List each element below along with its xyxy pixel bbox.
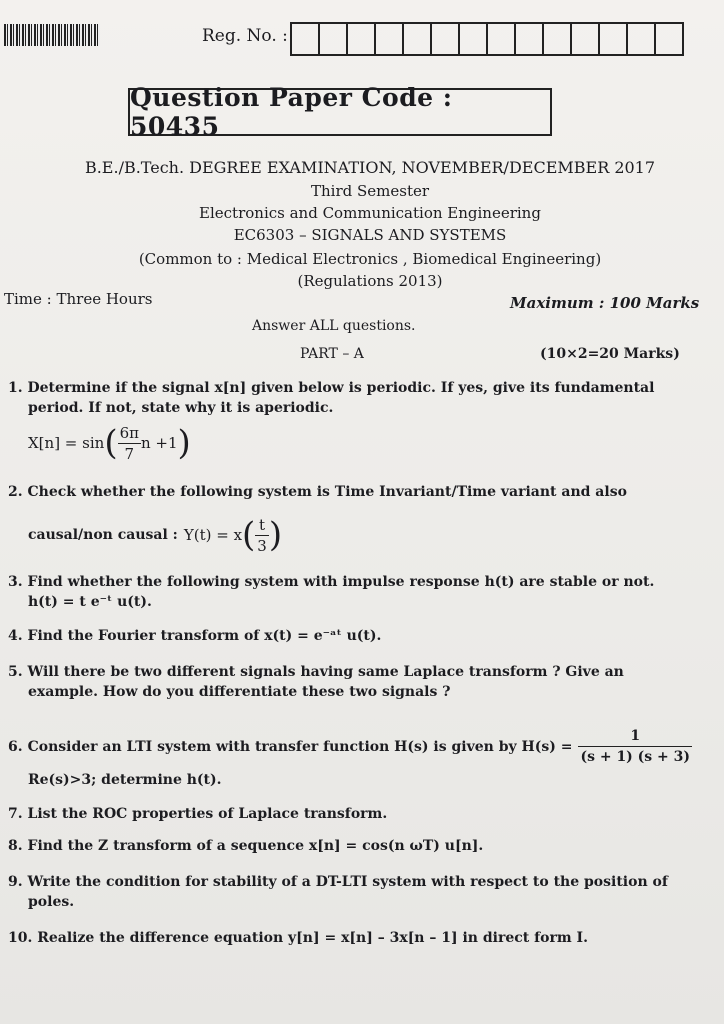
eq-numerator: t bbox=[255, 515, 269, 536]
eq-fraction bbox=[118, 423, 141, 464]
reg-box bbox=[570, 22, 600, 56]
question-7 bbox=[8, 804, 708, 824]
reg-no-boxes bbox=[292, 22, 684, 56]
question-1-line2 bbox=[28, 398, 708, 418]
question-text: example. How do you differentiate these two signals ? bbox=[28, 684, 451, 700]
question-number: 7. bbox=[8, 806, 23, 822]
question-6 bbox=[8, 726, 708, 767]
question-2-line2 bbox=[28, 512, 282, 558]
reg-box bbox=[458, 22, 488, 56]
eq-lhs: X[n] = sin bbox=[28, 434, 105, 452]
question-text: Check whether the following system is Time Invariant/Time variant and also bbox=[27, 484, 627, 500]
question-1-equation bbox=[28, 418, 191, 468]
question-9-line2 bbox=[28, 892, 708, 912]
exam-title: B.E./B.Tech. DEGREE EXAMINATION, NOVEMBER/DECEMBER 2017 bbox=[84, 158, 656, 177]
reg-no-label: Reg. No. : bbox=[202, 26, 288, 46]
semester: Third Semester bbox=[310, 182, 430, 200]
transfer-function-fraction bbox=[578, 726, 692, 767]
question-number: 4. bbox=[8, 628, 23, 644]
question-5 bbox=[8, 662, 708, 682]
question-text: Find the Z transform of a sequence x[n] = cos(n ωT) u[n]. bbox=[27, 838, 484, 854]
question-text: Find whether the following system with impulse response h(t) are stable or not. bbox=[27, 574, 655, 590]
reg-box bbox=[514, 22, 544, 56]
reg-box bbox=[430, 22, 460, 56]
question-number: 10. bbox=[8, 930, 33, 946]
tf-denominator: (s + 1) (s + 3) bbox=[580, 749, 691, 765]
question-text: List the ROC properties of Laplace transform. bbox=[27, 806, 388, 822]
right-paren: ) bbox=[268, 515, 283, 555]
question-paper-code: Question Paper Code : 50435 bbox=[128, 88, 552, 136]
question-2 bbox=[8, 482, 708, 502]
question-text: causal/non causal : bbox=[28, 527, 178, 543]
question-text: Re(s)>3; determine h(t). bbox=[28, 772, 222, 788]
question-5-line2 bbox=[28, 682, 708, 702]
reg-box bbox=[318, 22, 348, 56]
question-text: Find the Fourier transform of x(t) = e⁻ᵃᵗ u(t). bbox=[27, 628, 382, 644]
left-paren: ( bbox=[242, 515, 256, 555]
reg-box bbox=[598, 22, 628, 56]
question-number: 1. bbox=[8, 380, 23, 396]
eq-lhs: Y(t) = x bbox=[183, 526, 243, 544]
question-number: 8. bbox=[8, 838, 23, 854]
eq-denominator: 7 bbox=[124, 444, 135, 463]
question-9 bbox=[8, 872, 708, 892]
part-heading: PART – A bbox=[300, 346, 364, 362]
question-text: period. If not, state why it is aperiodic. bbox=[28, 400, 334, 416]
right-paren: ) bbox=[177, 423, 191, 463]
question-number: 3. bbox=[8, 574, 23, 590]
question-1 bbox=[8, 378, 708, 398]
question-number: 5. bbox=[8, 664, 23, 680]
eq-denominator: 3 bbox=[257, 536, 267, 555]
reg-box bbox=[374, 22, 404, 56]
department: Electronics and Communication Engineering bbox=[199, 204, 541, 222]
question-text: h(t) = t e⁻ᵗ u(t). bbox=[28, 594, 152, 610]
eq-tail: n +1 bbox=[140, 434, 178, 452]
reg-box bbox=[486, 22, 516, 56]
reg-box bbox=[402, 22, 432, 56]
barcode-strip bbox=[4, 24, 100, 46]
question-number: 2. bbox=[8, 484, 23, 500]
course-title: EC6303 – SIGNALS AND SYSTEMS bbox=[233, 226, 507, 244]
common-to: (Common to : Medical Electronics , Biomedical Engineering) bbox=[138, 250, 602, 268]
question-text: Determine if the signal x[n] given below is periodic. If yes, give its fundamental bbox=[27, 380, 655, 396]
question-text: Write the condition for stability of a DT-LTI system with respect to the position of bbox=[27, 874, 668, 890]
time-allowed: Time : Three Hours bbox=[4, 290, 153, 308]
reg-box bbox=[542, 22, 572, 56]
reg-box bbox=[290, 22, 320, 56]
eq-numerator: 6π bbox=[119, 423, 139, 442]
tf-numerator: 1 bbox=[578, 726, 692, 747]
regulations: (Regulations 2013) bbox=[297, 272, 443, 290]
question-10 bbox=[8, 928, 708, 948]
eq-fraction bbox=[255, 515, 269, 556]
question-6-line2 bbox=[28, 770, 708, 790]
question-number: 9. bbox=[8, 874, 23, 890]
reg-box bbox=[654, 22, 684, 56]
question-number: 6. bbox=[8, 738, 23, 755]
instruction: Answer ALL questions. bbox=[252, 318, 416, 334]
reg-box bbox=[346, 22, 376, 56]
question-text: Realize the difference equation y[n] = x[n] – 3x[n – 1] in direct form I. bbox=[37, 930, 588, 946]
left-paren: ( bbox=[104, 423, 118, 463]
question-text: Consider an LTI system with transfer function H(s) is given by H(s) = bbox=[27, 738, 573, 755]
question-4 bbox=[8, 626, 708, 646]
question-text: Will there be two different signals having same Laplace transform ? Give an bbox=[27, 664, 624, 680]
question-text: poles. bbox=[28, 894, 75, 910]
question-3-line2 bbox=[28, 592, 708, 612]
maximum-marks: Maximum : 100 Marks bbox=[510, 294, 700, 312]
question-3 bbox=[8, 572, 708, 592]
part-marks: (10×2=20 Marks) bbox=[540, 346, 680, 362]
question-8 bbox=[8, 836, 708, 856]
reg-box bbox=[626, 22, 656, 56]
